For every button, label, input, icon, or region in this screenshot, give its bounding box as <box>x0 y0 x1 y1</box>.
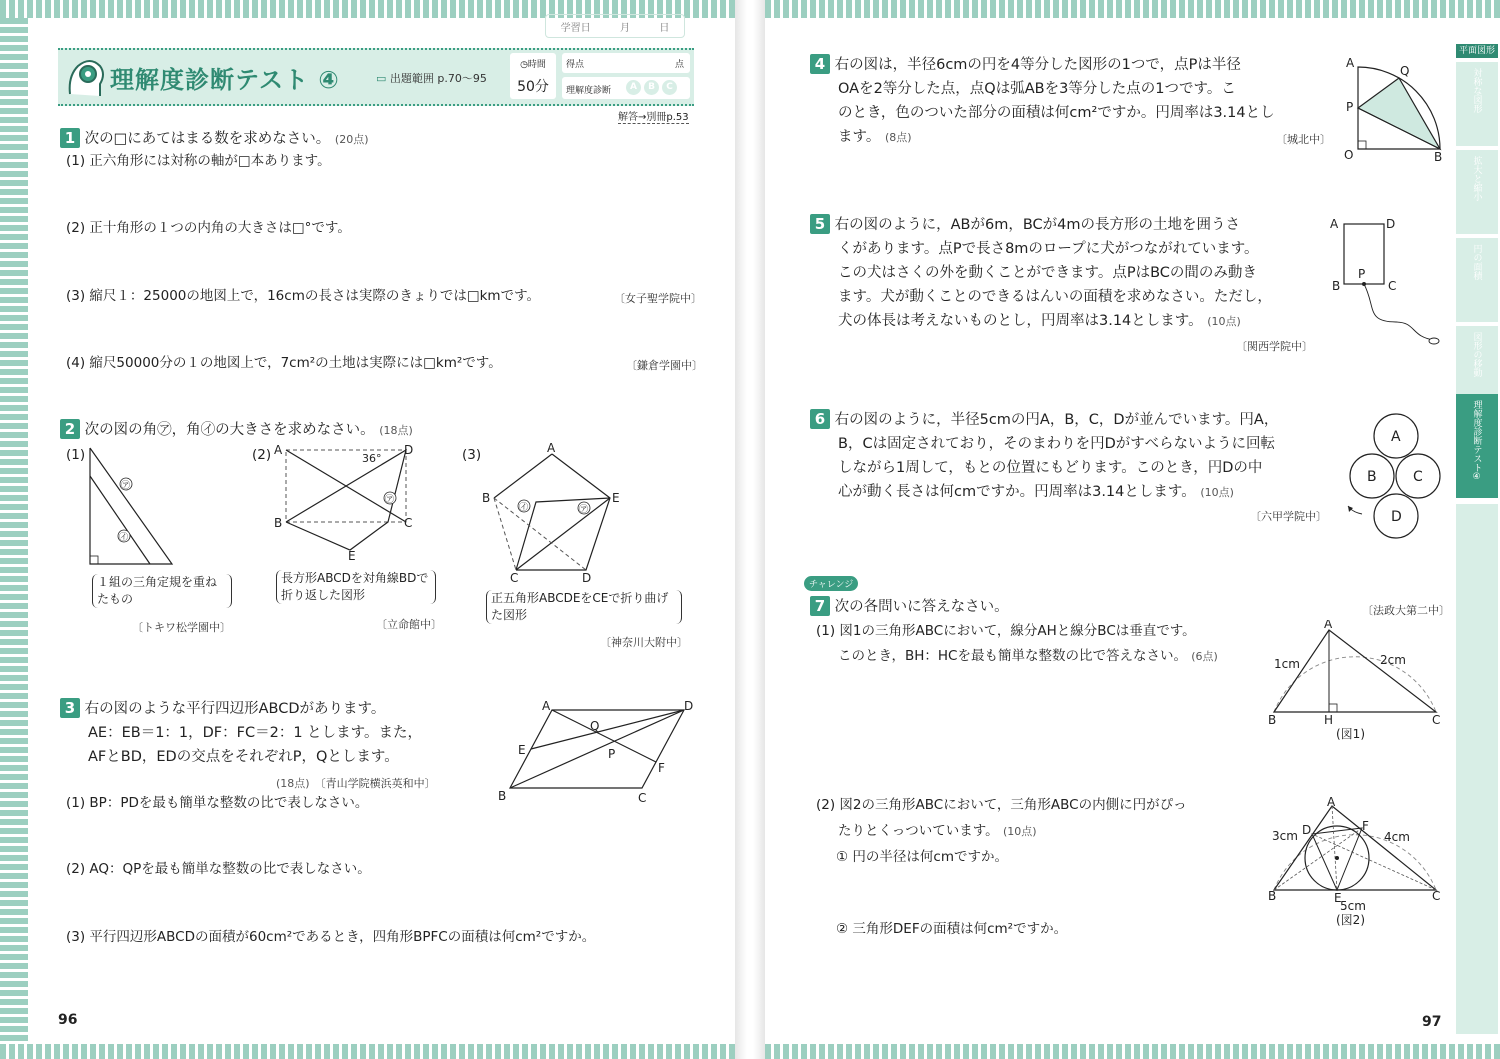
svg-text:B: B <box>1268 713 1277 727</box>
svg-text:C: C <box>404 516 413 530</box>
q7-source: 〔法政大第二中〕 <box>1362 604 1450 617</box>
svg-text:C: C <box>638 791 647 805</box>
q6-header <box>810 408 1278 432</box>
side-tab-filler <box>1456 504 1498 1034</box>
q7-2-sub-1: ① 円の半径は何cmですか。 <box>836 849 1008 865</box>
head-gear-icon <box>64 54 106 100</box>
svg-text:Q: Q <box>1400 64 1410 78</box>
q1-item-2 <box>66 217 351 239</box>
q2-points: (18点) <box>379 424 413 437</box>
q2-fig3-label: (3) <box>462 447 482 463</box>
q5-line-4: ます。犬が動くことのできるはんいの面積を求めなさい。ただし， <box>838 289 1272 305</box>
svg-text:A: A <box>1346 56 1355 70</box>
q5-figure <box>1326 212 1446 352</box>
q2-f2-angle: 36° <box>362 452 382 465</box>
svg-text:O: O <box>1344 148 1354 162</box>
q6-figure <box>1340 408 1444 544</box>
q3-1-label: (1) <box>66 795 86 811</box>
q7-1-line-1: (1) 図1の三角形ABCにおいて，線分AHと線分BCは垂直です。 <box>816 623 1196 639</box>
q7-figure-2 <box>1264 796 1448 930</box>
side-tab-chapter[interactable]: 平面図形 <box>1456 44 1498 58</box>
grade-circles <box>626 80 677 95</box>
q1-1-text: 正六角形には対称の軸が□本あります。 <box>89 153 331 169</box>
svg-text:A: A <box>1327 796 1336 809</box>
svg-text:D: D <box>1386 217 1396 231</box>
q5-header <box>810 213 1240 237</box>
score-label: 得点 <box>566 60 585 70</box>
grade-b: B <box>644 80 659 95</box>
svg-text:Q: Q <box>590 719 600 733</box>
svg-text:A: A <box>542 699 551 713</box>
answer-reference: 解答→別冊p.53 <box>618 108 689 124</box>
q1-item-1 <box>66 150 331 172</box>
grade-a: A <box>626 80 641 95</box>
q3-header <box>60 697 385 721</box>
svg-text:B: B <box>482 491 491 505</box>
q7-header <box>810 595 1009 619</box>
q7-1-line-2 <box>838 645 1218 668</box>
q7-f1-ac-length: 2cm <box>1380 653 1406 667</box>
svg-text:D: D <box>582 571 592 585</box>
side-tab-4-label: 図形の移動 <box>1471 332 1482 377</box>
q3-line-2: AE：EB＝1：1，DF：FC＝2：1 とします。また， <box>88 725 423 741</box>
q2-number: 2 <box>60 419 80 439</box>
svg-text:D: D <box>404 443 414 457</box>
q4-line-2: OAを2等分した点，点Qは弧ABを3等分した点の1つです。こ <box>838 81 1236 97</box>
q7-text: 次の各問いに答えなさい。 <box>834 599 1009 615</box>
svg-text:F: F <box>658 761 665 775</box>
side-tab-active[interactable] <box>1456 394 1498 498</box>
bottom-border-right <box>765 1044 1500 1059</box>
q2-fig3-source: 〔神奈川大附中〕 <box>600 636 688 649</box>
q3-2-text: AQ：QPを最も簡単な整数の比で表しなさい。 <box>89 861 371 877</box>
svg-text:E: E <box>612 491 620 505</box>
challenge-badge: チャレンジ <box>804 576 858 591</box>
q6-line-3: しながら1周して，もとの位置にもどります。このとき，円Dの中 <box>838 460 1263 476</box>
q5-line-1: 右の図のように，ABが6m，BCが4mの長方形の土地を囲うさ <box>834 217 1240 233</box>
q6-line-4 <box>838 480 1234 505</box>
q6-number: 6 <box>810 409 830 429</box>
side-tab-2[interactable] <box>1456 150 1498 234</box>
svg-text:A: A <box>547 441 556 455</box>
svg-text:B: B <box>498 789 507 803</box>
side-tab-2-label: 拡大と縮小 <box>1471 156 1482 201</box>
q7-fig1-caption: (図1) <box>1336 727 1365 741</box>
range-info <box>376 70 487 86</box>
time-label: 時間 <box>527 60 546 70</box>
q2-f2-mark-a: ㋐ <box>385 495 395 505</box>
page-number-right: 97 <box>1422 1014 1442 1030</box>
q5-line-2: くがあります。点Pで長さ8mのロープに犬がつながれています。 <box>838 241 1259 257</box>
side-tab-active-label: 理解度診断テスト④ <box>1471 400 1482 482</box>
svg-text:C: C <box>510 571 519 585</box>
score-unit: 点 <box>674 60 684 70</box>
svg-text:E: E <box>348 549 356 563</box>
q4-figure <box>1340 55 1452 165</box>
q2-fig3-caption: 正五角形ABCDEをCEで折り曲げた図形 <box>486 590 682 624</box>
q5-line-5-text: 犬の体長は考えないものとし，円周率は3.14とします。 <box>838 313 1203 329</box>
q2-figure-2 <box>268 440 428 565</box>
range-label: 出題範囲 <box>389 72 434 85</box>
svg-text:D: D <box>684 699 694 713</box>
side-tab-3[interactable] <box>1456 238 1498 322</box>
q2-fig2-source: 〔立命館中〕 <box>376 618 442 631</box>
q4-line-3: のとき，色のついた部分の面積は何cm²ですか。円周率は3.14とし <box>838 105 1275 121</box>
q7-1-points: (6点) <box>1191 650 1218 663</box>
svg-text:E: E <box>1334 891 1342 905</box>
month-label: 月 <box>619 22 630 34</box>
q3-item-3 <box>66 926 595 948</box>
q3-points: (18点) <box>276 777 310 790</box>
q1-header <box>60 127 369 152</box>
svg-text:P: P <box>1358 267 1366 281</box>
q3-source: 〔青山学院横浜英和中〕 <box>314 777 436 790</box>
q5-line-3: この犬はさくの外を動くことができます。点PはBCの間のみ動き <box>838 265 1257 281</box>
top-border-right <box>765 0 1500 18</box>
q7-2-line-2 <box>838 820 1037 843</box>
q7-f2-ab-length: 3cm <box>1272 829 1298 843</box>
q3-1-text: BP：PDを最も簡単な整数の比で表しなさい。 <box>89 795 369 811</box>
study-date-label: 学習日 <box>560 22 591 34</box>
diagnosis-label: 理解度診断 <box>566 86 612 96</box>
q7-f2-ac-length: 4cm <box>1384 830 1410 844</box>
q1-1-label: (1) <box>66 153 86 169</box>
q1-text: 次の□にあてはまる数を求めなさい。 <box>84 131 331 147</box>
q1-3-label: (3) <box>66 288 86 304</box>
bottom-border-left <box>0 1044 735 1059</box>
q2-fig2-caption: 長方形ABCDを対角線BDで折り返した図形 <box>276 570 436 604</box>
q1-item-4 <box>66 352 502 374</box>
svg-text:C: C <box>1413 469 1423 485</box>
side-tab-3-label: 円の面積 <box>1471 244 1482 280</box>
q4-line-1: 右の図は，半径6cmの円を4等分した図形の1つで，点Pは半径 <box>834 57 1241 73</box>
q7-number: 7 <box>810 596 830 616</box>
dog-icon <box>1429 338 1439 344</box>
q2-f3-mark-a: ㋐ <box>579 505 589 515</box>
page-number-left: 96 <box>58 1012 78 1028</box>
clock-icon: ◷ <box>520 60 528 70</box>
svg-text:P: P <box>1346 100 1354 114</box>
q1-2-label: (2) <box>66 220 86 236</box>
q7-2-line-2-text: たりとくっついています。 <box>838 823 999 839</box>
book-gutter <box>735 0 765 1059</box>
q2-fig1-label: (1) <box>66 447 86 463</box>
q3-line-3: AFとBD，EDの交点をそれぞれP，Qとします。 <box>88 749 399 765</box>
study-date-box <box>545 14 685 38</box>
q3-2-label: (2) <box>66 861 86 877</box>
q1-2-text: 正十角形の１つの内角の大きさは□°です。 <box>89 220 351 236</box>
q3-3-text: 平行四辺形ABCDの面積が60cm²であるとき，四角形BPFCの面積は何cm²ですか。 <box>89 929 596 945</box>
q7-figure-1 <box>1264 620 1448 746</box>
q2-f1-mark-i: ㋑ <box>119 533 129 543</box>
svg-text:B: B <box>1332 279 1341 293</box>
side-tab-1-label: 対称な図形 <box>1471 68 1482 113</box>
q3-meta <box>276 772 436 791</box>
score-box <box>562 53 690 73</box>
grade-c: C <box>662 80 677 95</box>
q1-3-source: 〔女子聖学院中〕 <box>614 292 702 305</box>
q2-figure-3 <box>478 440 628 585</box>
svg-text:E: E <box>518 743 526 757</box>
q5-points: (10点) <box>1207 315 1241 328</box>
svg-text:A: A <box>274 443 283 457</box>
q3-number: 3 <box>60 698 80 718</box>
svg-text:B: B <box>1434 150 1443 164</box>
title-banner <box>58 48 694 106</box>
q4-line-4-text: ます。 <box>838 129 881 145</box>
diagnosis-box <box>562 77 690 99</box>
svg-text:P: P <box>608 747 616 761</box>
q1-number: 1 <box>60 128 80 148</box>
q3-item-2 <box>66 858 371 880</box>
q6-source: 〔六甲学院中〕 <box>1250 510 1327 523</box>
q7-2-points: (10点) <box>1002 825 1037 838</box>
q5-line-5 <box>838 309 1241 334</box>
svg-text:D: D <box>1391 509 1402 525</box>
side-tab-column <box>1454 44 1500 1044</box>
q7-f2-bc-length: 5cm <box>1340 899 1366 913</box>
left-margin-border <box>0 18 28 1044</box>
q3-3-label: (3) <box>66 929 86 945</box>
q7-fig2-caption: (図2) <box>1336 913 1365 927</box>
svg-text:A: A <box>1330 217 1339 231</box>
time-value: 50分 <box>517 79 549 95</box>
svg-text:C: C <box>1432 889 1441 903</box>
q3-figure <box>494 696 700 806</box>
q6-line-2: B，Cは固定されており，そのまわりを円Dがすべらないように回転 <box>838 436 1275 452</box>
q7-2-sub-2: ② 三角形DEFの面積は何cm²ですか。 <box>836 921 1068 937</box>
q4-header <box>810 53 1241 77</box>
q1-4-source: 〔鎌倉学園中〕 <box>626 359 703 372</box>
svg-text:B: B <box>1367 469 1377 485</box>
q2-fig1-caption: １組の三角定規を重ねたもの <box>92 574 232 608</box>
page-title: 理解度診断テスト ④ <box>110 66 340 94</box>
svg-text:C: C <box>1432 713 1441 727</box>
q4-points: (8点) <box>884 131 912 144</box>
q1-item-3 <box>66 285 540 307</box>
q2-figure-1 <box>80 440 190 570</box>
q7-1-line-2-text: このとき，BH：HCを最も簡単な整数の比で答えなさい。 <box>838 648 1187 664</box>
q5-number: 5 <box>810 214 830 234</box>
q4-source: 〔城北中〕 <box>1276 133 1331 146</box>
q2-fig2-label: (2) <box>252 447 272 463</box>
rotation-arrow-icon <box>1348 506 1353 512</box>
book-icon: ▭ <box>376 72 387 85</box>
svg-text:H: H <box>1324 713 1334 727</box>
svg-text:B: B <box>1268 889 1277 903</box>
q7-f1-ab-length: 1cm <box>1274 657 1300 671</box>
q1-points: (20点) <box>334 133 369 146</box>
q4-number: 4 <box>810 54 830 74</box>
q2-f1-mark-a: ㋐ <box>121 481 131 491</box>
q7-2-line-1: (2) 図2の三角形ABCにおいて，三角形ABCの内側に円がぴっ <box>816 797 1187 813</box>
q2-f3-mark-i: ㋑ <box>519 503 529 513</box>
q1-4-text: 縮尺50000分の１の地図上で，7cm²の土地は実際には□km²です。 <box>89 355 502 371</box>
q3-item-1 <box>66 792 368 814</box>
svg-text:A: A <box>1324 620 1333 631</box>
q3-line-1: 右の図のような平行四辺形ABCDがあります。 <box>84 701 386 717</box>
q6-points: (10点) <box>1200 486 1234 499</box>
q6-line-1: 右の図のように，半径5cmの円A，B，C，Dが並んでいます。円A， <box>834 412 1279 428</box>
q1-4-label: (4) <box>66 355 86 371</box>
svg-text:C: C <box>1388 279 1397 293</box>
q6-line-4-text: 心が動く長さは何cmですか。円周率は3.14とします。 <box>838 484 1196 500</box>
day-label: 日 <box>659 22 670 34</box>
svg-text:A: A <box>1391 429 1401 445</box>
svg-text:F: F <box>1362 819 1369 833</box>
range-pages: p.70〜95 <box>437 72 487 85</box>
q1-3-text: 縮尺１：25000の地図上で，16cmの長さは実際のきょりでは□kmです。 <box>89 288 540 304</box>
q2-text: 次の図の角㋐，角㋑の大きさを求めなさい。 <box>84 422 375 438</box>
q4-line-4 <box>838 125 912 150</box>
q5-source: 〔関西学院中〕 <box>1236 340 1313 353</box>
time-box <box>510 53 556 99</box>
svg-text:B: B <box>274 516 283 530</box>
svg-text:D: D <box>1302 823 1312 837</box>
q2-fig1-source: 〔トキワ松学園中〕 <box>132 621 231 634</box>
side-tab-1[interactable] <box>1456 62 1498 146</box>
